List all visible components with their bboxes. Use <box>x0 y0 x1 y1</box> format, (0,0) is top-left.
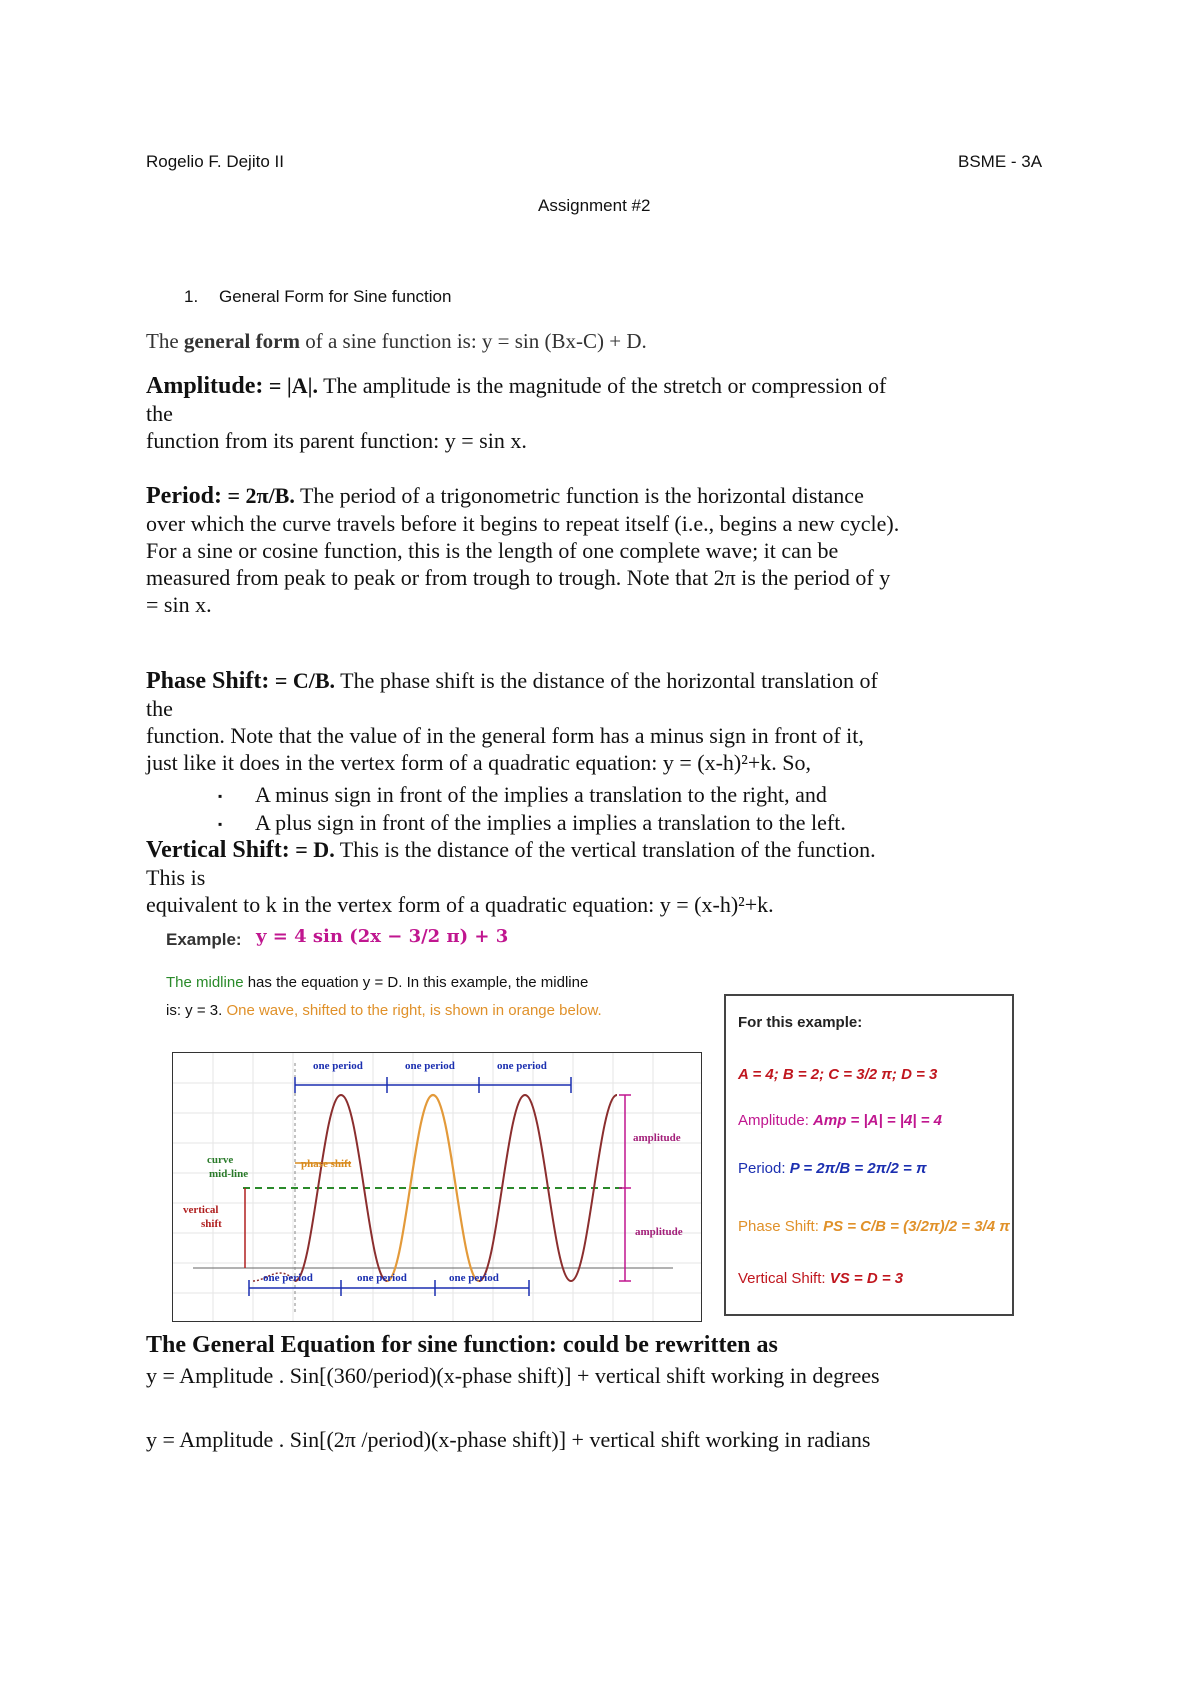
midline-label: mid-line <box>209 1168 249 1180</box>
example-box-period: Period: P = 2π/B = 2π/2 = π <box>738 1160 927 1177</box>
example-box <box>724 994 1014 1316</box>
top-period-label: one period <box>497 1060 547 1072</box>
bullet-marker: ▪ <box>218 789 223 803</box>
amplitude-heading: Amplitude: <box>146 373 264 399</box>
example-box-phase: Phase Shift: PS = C/B = (3/2π)/2 = 3/4 π <box>738 1218 1010 1235</box>
amplitude-top-label: amplitude <box>633 1132 681 1144</box>
amplitude-bottom-label: amplitude <box>635 1226 683 1238</box>
midline-text-2: is: y = 3. One wave, shifted to the right, is shown in orange below. <box>166 1002 602 1019</box>
general-form-line: The general form of a sine function is: y = sin (Bx-C) + D. <box>146 329 647 353</box>
example-label: Example: <box>166 930 242 949</box>
item-label: General Form for Sine function <box>219 287 452 306</box>
phase-bullet-2: A plus sign in front of the implies a implies a translation to the left. <box>255 810 846 835</box>
author-name: Rogelio F. Dejito II <box>146 152 284 171</box>
bottom-period-label: one period <box>449 1272 499 1284</box>
example-box-values: A = 4; B = 2; C = 3/2 π; D = 3 <box>738 1066 938 1083</box>
curve-label: curve <box>207 1154 234 1166</box>
midline-text-1: The midline has the equation y = D. In this example, the midline <box>166 974 589 991</box>
vertical-shift-label: vertical <box>183 1204 219 1216</box>
example-box-amplitude: Amplitude: Amp = |A| = |4| = 4 <box>738 1112 942 1129</box>
phase-shift-label: phase shift <box>301 1158 352 1170</box>
vertical-shift-label: shift <box>201 1218 222 1230</box>
general-equation-heading: The General Equation for sine function: could be rewritten as <box>146 1332 778 1358</box>
example-box-vertical: Vertical Shift: VS = D = 3 <box>738 1270 904 1287</box>
class-section: BSME - 3A <box>958 152 1043 171</box>
phase-bullet-1: A minus sign in front of the implies a translation to the right, and <box>255 782 827 807</box>
bottom-period-label: one period <box>263 1272 313 1284</box>
bullet-marker: ▪ <box>218 817 223 831</box>
top-period-label: one period <box>405 1060 455 1072</box>
sine-graph-svg <box>173 1053 701 1321</box>
amplitude-paragraph: Amplitude: = |A|. The amplitude is the magnitude of the stretch or compression of the function from its parent function: y = sin x. <box>146 373 887 453</box>
bottom-period-label: one period <box>357 1272 407 1284</box>
period-heading: Period: <box>146 483 222 509</box>
example-box-title: For this example: <box>738 1014 863 1031</box>
example-equation: y = 4 sin (2x − 3/2 π) + 3 <box>256 926 509 947</box>
assignment-title: Assignment #2 <box>538 196 651 215</box>
general-equation-radians: y = Amplitude . Sin[(2π /period)(x-phase shift)] + vertical shift working in radians <box>146 1427 871 1452</box>
top-period-label: one period <box>313 1060 363 1072</box>
general-equation-degrees: y = Amplitude . Sin[(360/period)(x-phase shift)] + vertical shift working in degrees <box>146 1363 880 1388</box>
vertical-heading: Vertical Shift: <box>146 837 290 863</box>
item-number: 1. <box>184 287 199 306</box>
sine-graph <box>172 1052 702 1322</box>
phase-paragraph: Phase Shift: = C/B. The phase shift is the distance of the horizontal translation of the function. Note that the value of in the general form has a minus sign in front of it, just like it does in the vertex form of a quadratic equation: y = (x-h)²+k. So, <box>146 668 878 775</box>
vertical-paragraph: Vertical Shift: = D. This is the distance of the vertical translation of the function. This is equivalent to k in the vertex form of a quadratic equation: y = (x-h)²+k. <box>146 837 876 917</box>
period-paragraph: Period: = 2π/B. The period of a trigonometric function is the horizontal distance over which the curve travels before it begins to repeat itself (i.e., begins a new cycle). For a sine or cosine function, this is the length of one complete wave; it can be measured from peak to peak or from trough to trough. Note that 2π is the period of y = sin x. <box>146 483 900 617</box>
phase-heading: Phase Shift: <box>146 668 270 694</box>
